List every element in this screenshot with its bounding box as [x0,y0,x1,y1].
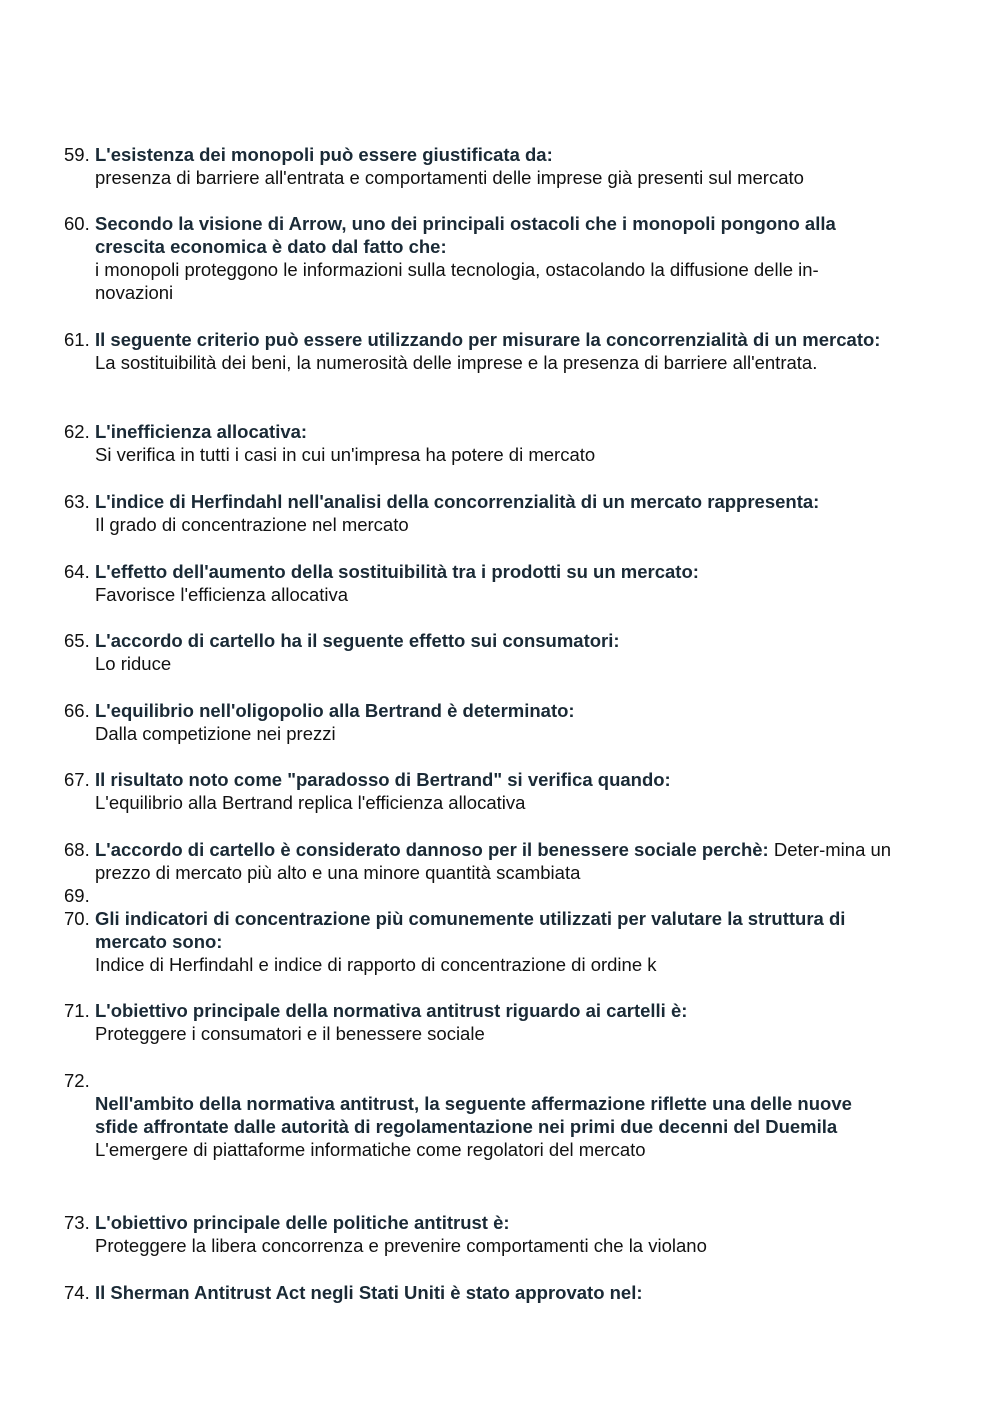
question-number: 59. [64,144,90,165]
question-number: 65. [64,630,90,651]
answer-text: Proteggere i consumatori e il benessere sociale [95,1023,485,1044]
question-number: 67. [64,769,90,790]
question-number: 62. [64,421,90,442]
question-text: Gli indicatori di concentrazione più comunemente utilizzati per valutare la struttura di mercato sono: [95,908,846,952]
question-text: L'indice di Herfindahl nell'analisi della concorrenzialità di un mercato rappresenta: [95,491,820,512]
question-number: 69. [64,885,90,906]
answer-text: Si verifica in tutti i casi in cui un'impresa ha potere di mercato [95,444,596,465]
question-text: L'inefficienza allocativa: [95,421,308,442]
question-number: 61. [64,329,90,350]
question-text: L'equilibrio nell'oligopolio alla Bertrand è determinato: [95,700,575,721]
question-67 [64,768,904,814]
question-66 [64,699,904,745]
answer-text: Indice di Herfindahl e indice di rapporto di concentrazione di ordine k [95,954,657,975]
answer-text: i monopoli proteggono le informazioni sulla tecnologia, ostacolando la diffusione delle in-novazioni [95,259,819,303]
question-text: L'effetto dell'aumento della sostituibilità tra i prodotti su un mercato: [95,561,699,582]
answer-text: L'equilibrio alla Bertrand replica l'efficienza allocativa [95,792,526,813]
question-59 [64,143,904,189]
question-64 [64,560,904,606]
question-text: L'esistenza dei monopoli può essere giustificata da: [95,144,553,165]
question-73 [64,1211,904,1257]
question-74 [64,1281,904,1304]
answer-text: Il grado di concentrazione nel mercato [95,514,409,535]
question-text: Il Sherman Antitrust Act negli Stati Uniti è stato approvato nel: [95,1282,643,1303]
question-62 [64,420,904,466]
answer-text: presenza di barriere all'entrata e comportamenti delle imprese già presenti sul mercato [95,167,804,188]
question-text: Nell'ambito della normativa antitrust, la seguente affermazione riflette una delle nuove sfide affrontate dalle autorità di regolamentazione nei primi due decenni del Duemila [95,1093,852,1137]
answer-text: La sostituibilità dei beni, la numerosità delle imprese e la presenza di barriere all'entrata. [95,352,818,373]
question-71 [64,999,904,1045]
question-number: 63. [64,491,90,512]
question-68 [64,838,904,884]
question-number: 70. [64,908,90,929]
answer-text: Proteggere la libera concorrenza e prevenire comportamenti che la violano [95,1235,707,1256]
question-text: L'accordo di cartello è considerato dannoso per il benessere sociale perchè: [95,839,769,860]
question-60 [64,212,904,304]
answer-text: Deter-mina un prezzo di mercato più alto e una minore quantità scambiata [95,839,892,883]
question-63 [64,490,904,536]
question-number: 64. [64,561,90,582]
question-65 [64,629,904,675]
question-number: 71. [64,1000,90,1021]
question-number: 68. [64,839,90,860]
question-text: Secondo la visione di Arrow, uno dei principali ostacoli che i monopoli pongono alla crescita economica è dato dal fatto che: [95,213,836,257]
answer-text: Dalla competizione nei prezzi [95,723,336,744]
answer-text: Lo riduce [95,653,172,674]
question-number: 60. [64,213,90,234]
question-number: 74. [64,1282,90,1303]
question-70 [64,907,904,976]
question-text: L'obiettivo principale della normativa antitrust riguardo ai cartelli è: [95,1000,688,1021]
answer-text: Favorisce l'efficienza allocativa [95,584,349,605]
question-text: L'obiettivo principale delle politiche antitrust è: [95,1212,510,1233]
question-number: 72. [64,1070,90,1091]
question-text: Il seguente criterio può essere utilizzando per misurare la concorrenzialità di un mercato: [95,329,881,350]
question-61 [64,328,904,374]
question-number: 66. [64,700,90,721]
question-text: L'accordo di cartello ha il seguente effetto sui consumatori: [95,630,620,651]
question-text: Il risultato noto come "paradosso di Bertrand" si verifica quando: [95,769,671,790]
answer-text: L'emergere di piattaforme informatiche come regolatori del mercato [95,1139,646,1160]
question-72 [64,1069,904,1161]
question-number: 73. [64,1212,90,1233]
